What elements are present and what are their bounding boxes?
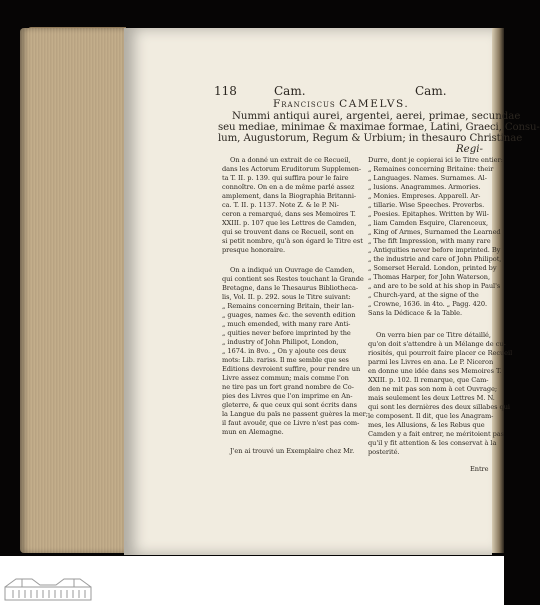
text-line: XXIII. p. 107 que les Lettres de Camden, <box>222 219 357 227</box>
text-line: Bretagne, dans le Thesaurus Bibliotheca- <box>222 284 359 292</box>
text-line: en donne une idée dans ses Memoires T. <box>368 367 502 375</box>
text-line: „ Poesies. Epitaphes. Written by Wil- <box>368 210 489 218</box>
entry-title-line-4: Regi- <box>456 144 483 155</box>
entry-title-line-1: Nummi antiqui aurei, argentei, aerei, primae, secundae <box>232 111 521 122</box>
text-line: „ lusions. Anagrammes. Armories. <box>368 183 481 191</box>
text-line: amplement, dans la Biographia Britanni- <box>222 192 357 200</box>
text-line: riosités, qui pourroit faire placer ce Recueil <box>368 349 513 357</box>
entry-title-line-2: seu mediae, minimae & maximae formae, Latini, Graeci, Consu- <box>218 122 540 133</box>
text-line: „ 1674. in 8vo. „ On y ajoute ces deux <box>222 347 347 355</box>
text-line: dans les Actorum Eruditorum Supplemen- <box>222 165 362 173</box>
text-line: mots: Lib. rariss. Il me semble que ses <box>222 356 349 364</box>
entry-author <box>273 99 409 110</box>
text-line: „ Monies. Empreses. Apparell. Ar- <box>368 192 481 200</box>
author-first-name: Franciscus <box>273 98 336 110</box>
text-line: qui se trouvent dans ce Recueil, sont en <box>222 228 354 236</box>
entry-title-line-3: lum, Augustorum, Regum & Urbium; in thesauro Christinae <box>218 133 523 144</box>
text-line: „ Languages. Names. Surnames. Al- <box>368 174 487 182</box>
text-line: XXIII. p. 102. Il remarque, que Cam- <box>368 376 489 384</box>
author-last-name: CAMELVS. <box>339 98 410 110</box>
right-column <box>368 156 513 457</box>
text-line: „ Crowne, 1636. in 4to. „ Pagg. 420. <box>368 300 488 308</box>
text-line: presque honoraire. <box>222 246 285 254</box>
text-line: „ quities never before imprinted by the <box>222 329 351 337</box>
text-line: „ much emended, with many rare Anti- <box>222 320 351 328</box>
text-line: „ Remains concerning Britain, their lan- <box>222 302 354 310</box>
text-line: „ Church-yard, at the signe of the <box>368 291 479 299</box>
text-line: mes, les Allusions, & les Rebus que <box>368 421 485 429</box>
left-column <box>222 156 368 455</box>
text-line: si petit nombre, qu'à son égard le Titre est <box>222 237 363 245</box>
text-line: „ and are to be sold at his shop in Paul's <box>368 282 501 290</box>
text-line: Durre, dont je copierai ici le Titre entier: <box>368 156 503 164</box>
text-line: qu'on doit s'attendre à un Mélange de cu- <box>368 340 506 348</box>
text-line: il faut avouër, que ce Livre n'est pas com- <box>222 419 360 427</box>
running-head-left: Cam. <box>274 84 306 98</box>
library-building-logo <box>4 577 92 601</box>
text-line: pies des Livres que l'on imprime en An- <box>222 392 353 400</box>
text-line: ca. T. II. p. 1137. Note Z. & le P. Ni- <box>222 201 339 209</box>
text-line: „ Antiquities never before imprinted. By <box>368 246 501 254</box>
text-line: On verra bien par ce Titre détaillé, <box>376 331 491 339</box>
text-line: qui sont les dernières des deux sillabes qui <box>368 403 510 411</box>
text-line: Sans la Dédicace & la Table. <box>368 309 462 317</box>
text-line: „ King of Armes, Surnamed the Learned <box>368 228 501 236</box>
text-line: Editions devroient suffire, pour rendre un <box>222 365 361 373</box>
text-line: „ guages, names &c. the seventh edition <box>222 311 356 319</box>
text-line: ceron a remarqué, dans ses Memoires T. <box>222 210 356 218</box>
text-line: „ the industrie and care of John Philipot, <box>368 255 502 263</box>
text-line: mun en Alemagne. <box>222 428 284 436</box>
text-line: ne tire pas un fort grand nombre de Co- <box>222 383 354 391</box>
text-line: „ The fift Impression, with many rare <box>368 237 491 245</box>
text-line: le composent. Il dit, que les Anagram- <box>368 412 494 420</box>
text-line: On a indiqué un Ouvrage de Camden, <box>230 266 355 274</box>
text-line: mais seulement les deux Lettres M. N. <box>368 394 495 402</box>
text-line: Livre assez commun; mais comme l'on <box>222 374 349 382</box>
catchword: Entre <box>470 465 489 473</box>
text-line: connoître. On en a de même parlé assez <box>222 183 355 191</box>
text-line: gleterre, & que ceux qui sont écrits dans <box>222 401 358 409</box>
text-line: Camden y a fait entrer, ne méritoient pas <box>368 430 505 438</box>
text-line: posterité. <box>368 448 400 456</box>
running-head-right: Cam. <box>415 84 447 98</box>
text-line: „ Thomas Harper, for John Waterson, <box>368 273 491 281</box>
text-line: J'en ai trouvé un Exemplaire chez Mr. <box>230 447 355 455</box>
text-line: lis, Vol. II. p. 292. sous le Titre suivant: <box>222 293 351 301</box>
text-line: „ Somerset Herald. London, printed by <box>368 264 497 272</box>
page-number: 118 <box>214 84 237 98</box>
facing-page-edge <box>492 28 504 553</box>
text-line: „ Remaines concerning Britaine: their <box>368 165 494 173</box>
text-line: qui contient ses Restes touchant la Grande <box>222 275 364 283</box>
text-line: „ liam Camden Esquire, Clarenceux, <box>368 219 489 227</box>
text-line: ta T. II. p. 139. qui suffira pour le faire <box>222 174 349 182</box>
text-line: On a donné un extrait de ce Recueil, <box>230 156 351 164</box>
text-line: parmi les Livres en ana. Le P. Niceron <box>368 358 494 366</box>
text-line: la Langue du païs ne passent guères la mer; <box>222 410 368 418</box>
text-line: „ industry of John Philipot, London, <box>222 338 339 346</box>
page-block-edge <box>20 28 124 553</box>
text-line: den ne mit pas son nom à cet Ouvrage; <box>368 385 498 393</box>
text-line: qu'il y fit attention & les conservat à la <box>368 439 497 447</box>
text-line: „ tillarie. Wise Speeches. Proverbs. <box>368 201 485 209</box>
